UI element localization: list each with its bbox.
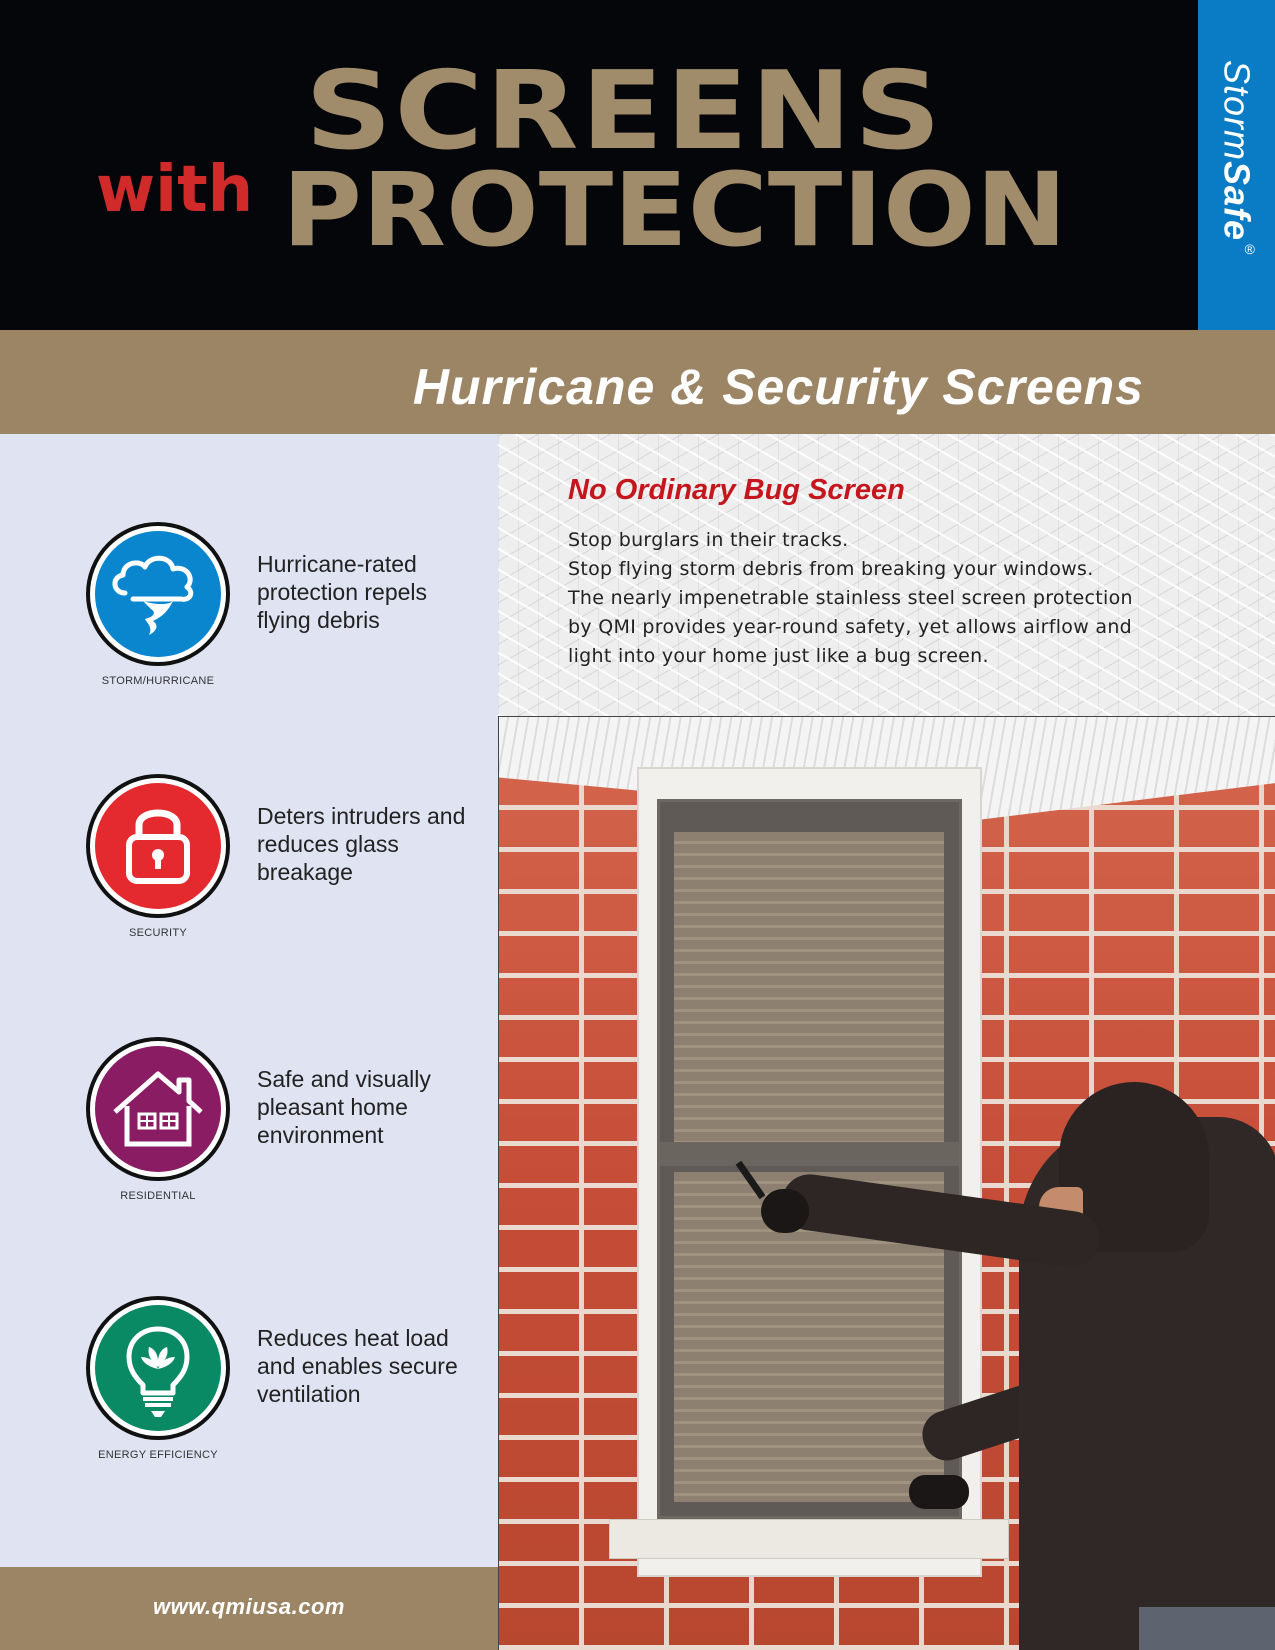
section-heading: No Ordinary Bug Screen — [568, 474, 905, 506]
window-blinds-upper — [674, 832, 944, 1142]
feature-text: Reduces heat load and enables secure ventilation — [257, 1325, 458, 1407]
feature-text: Safe and visually pleasant home environment — [257, 1066, 431, 1148]
window-frame — [637, 767, 982, 1577]
feature-caption: STORM/HURRICANE — [101, 675, 215, 687]
body-line: Stop burglars in their tracks. — [568, 529, 849, 551]
brand-logo — [1216, 60, 1258, 258]
feature-caption: RESIDENTIAL — [120, 1190, 196, 1202]
feature-caption: ENERGY EFFICIENCY — [98, 1449, 218, 1461]
subtitle-banner — [0, 330, 1275, 434]
body-line: Stop flying storm debris from breaking your windows. — [568, 558, 1094, 580]
section-body — [568, 526, 1188, 671]
feature-caption: SECURITY — [128, 927, 188, 939]
feature-icon-badge — [86, 522, 230, 666]
feature-residential — [0, 1037, 498, 1217]
body-line: by QMI provides year-round safety, yet allows airflow and — [568, 616, 1133, 638]
title-with: with — [96, 153, 254, 227]
house-icon — [95, 1046, 221, 1172]
feature-energy — [0, 1296, 498, 1476]
body-line: light into your home just like a bug screen. — [568, 645, 989, 667]
feature-icon-badge — [86, 774, 230, 918]
features-column — [0, 434, 498, 1567]
subtitle: Hurricane & Security Screens — [412, 359, 1144, 415]
feature-icon-badge — [86, 1037, 230, 1181]
website-link[interactable]: www.qmiusa.com — [152, 1594, 345, 1619]
intruder-right-hand — [761, 1189, 809, 1233]
brand-tab — [1198, 0, 1275, 330]
feature-text: Deters intruders and reduces glass breakage — [257, 803, 466, 885]
intruder-left-hand — [909, 1475, 969, 1509]
storm-cloud-icon — [95, 531, 221, 657]
title-screens: SCREENS — [305, 49, 944, 174]
feature-storm — [0, 522, 498, 702]
feature-security — [0, 774, 498, 954]
title-protection: PROTECTION — [282, 151, 1068, 270]
window-sash — [657, 799, 962, 1519]
feature-icon-badge — [86, 1296, 230, 1440]
intruder-jeans — [1139, 1607, 1275, 1650]
window-sill — [609, 1519, 1009, 1559]
burglar-window-photo — [498, 716, 1275, 1650]
body-line: The nearly impenetrable stainless steel screen protection — [568, 587, 1133, 609]
brand-bold: Safe — [1216, 161, 1258, 242]
padlock-icon — [95, 783, 221, 909]
registered-mark: ® — [1241, 241, 1258, 259]
footer-bar — [0, 1567, 498, 1650]
intro-panel — [498, 434, 1275, 716]
lightbulb-icon — [95, 1305, 221, 1431]
brand-regular: Storm — [1216, 60, 1258, 162]
feature-text: Hurricane-rated protection repels flying debris — [257, 551, 428, 633]
window-meeting-rail — [660, 1142, 959, 1166]
header — [0, 0, 1275, 330]
